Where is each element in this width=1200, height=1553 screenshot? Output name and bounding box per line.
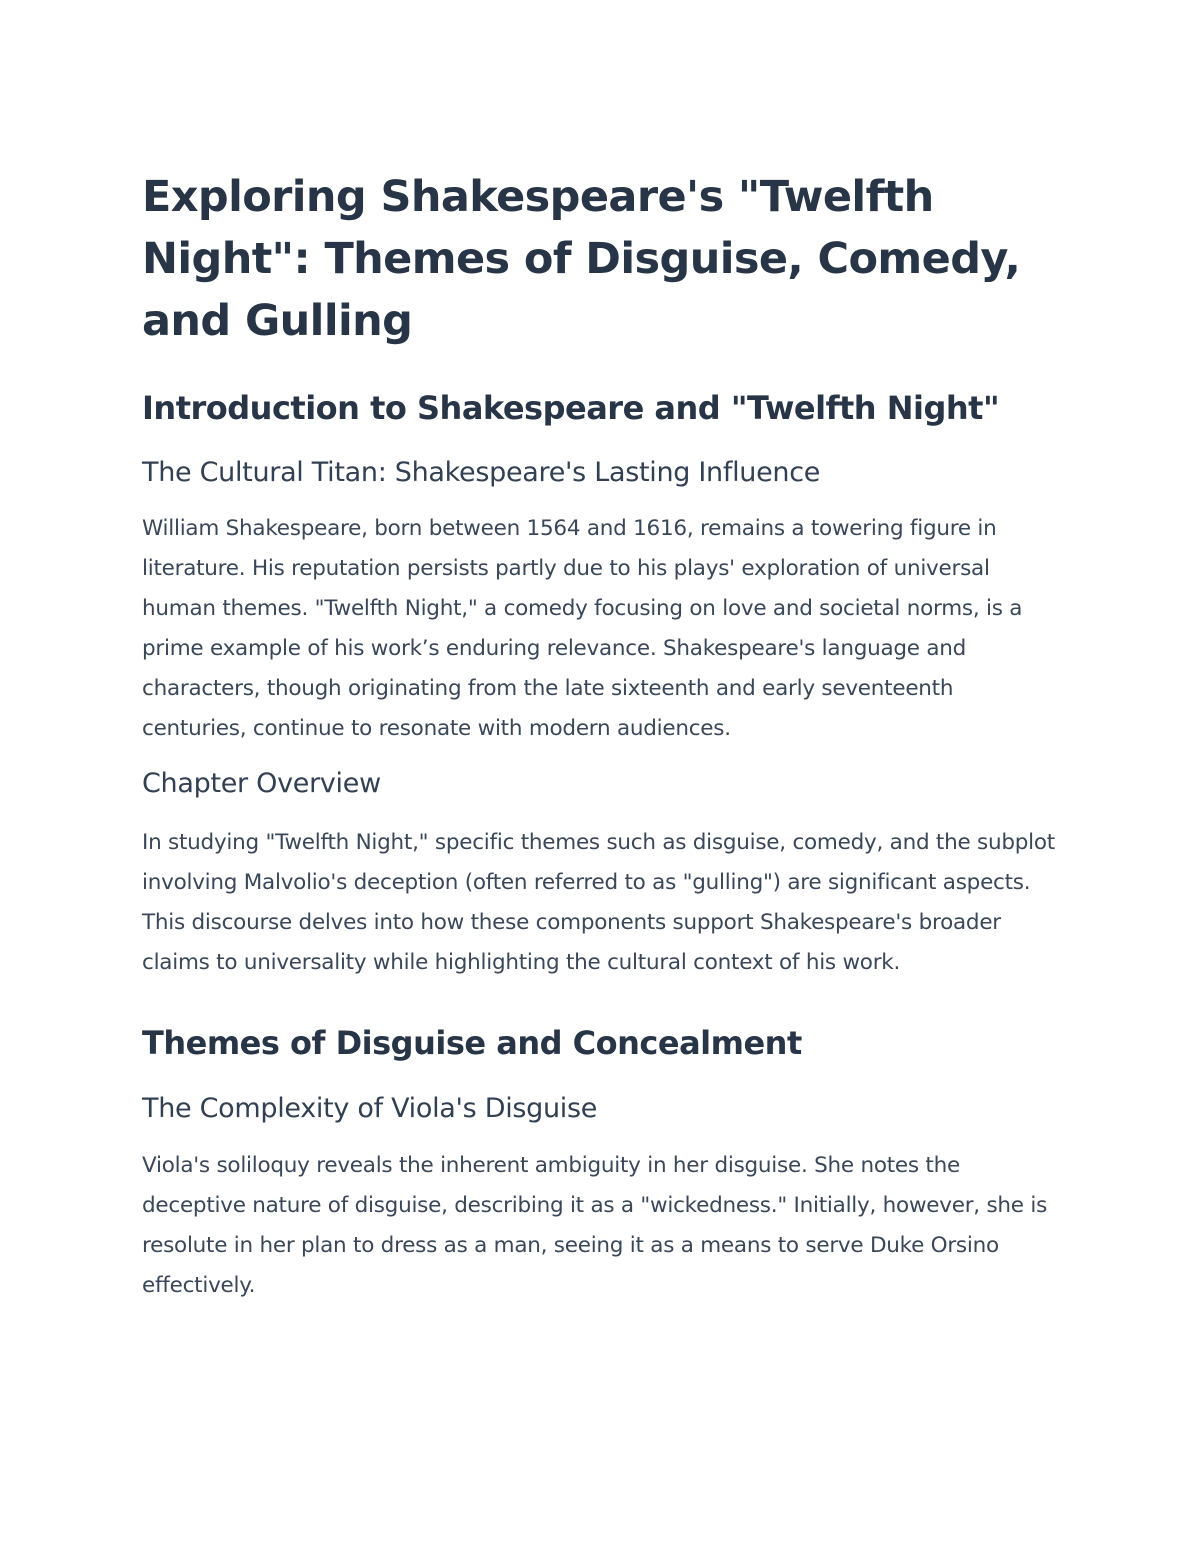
subsection-heading-chapter-overview: Chapter Overview — [142, 768, 381, 799]
document-title: Exploring Shakespeare's "Twelfth Night": Themes of Disguise, Comedy, and Gulling — [142, 172, 1021, 346]
section-heading-introduction: Introduction to Shakespeare and "Twelfth Night" — [142, 389, 1000, 427]
subsection-heading-cultural-titan: The Cultural Titan: Shakespeare's Lasting Influence — [142, 457, 821, 488]
paragraph-viola-disguise: Viola's soliloquy reveals the inherent ambiguity in her disguise. She notes the deceptive nature of disguise, describing it as a "wickedness." Initially, however, she is resolute in her plan to dress as a man, seeing it as a means to serve Duke Orsino effectively. — [142, 1153, 1048, 1298]
document-page — [142, 166, 1057, 1306]
subsection-heading-viola-disguise: The Complexity of Viola's Disguise — [142, 1093, 598, 1124]
paragraph-chapter-overview: In studying "Twelfth Night," specific themes such as disguise, comedy, and the subplot involving Malvolio's deception (often referred to as "gulling") are significant aspects. This discourse delves into how these components support Shakespeare's broader claims to universality while highlighting the cultural context of his work. — [142, 830, 1055, 975]
section-heading-disguise-themes: Themes of Disguise and Concealment — [142, 1024, 802, 1062]
paragraph-cultural-titan: William Shakespeare, born between 1564 and 1616, remains a towering figure in literature. His reputation persists partly due to his plays' exploration of universal human themes. "Twelfth Night," a comedy focusing on love and societal norms, is a prime example of his work’s enduring relevance. Shakespeare's language and characters, though originating from the late sixteenth and early seventeenth centuries, continue to resonate with modern audiences. — [142, 516, 1023, 741]
